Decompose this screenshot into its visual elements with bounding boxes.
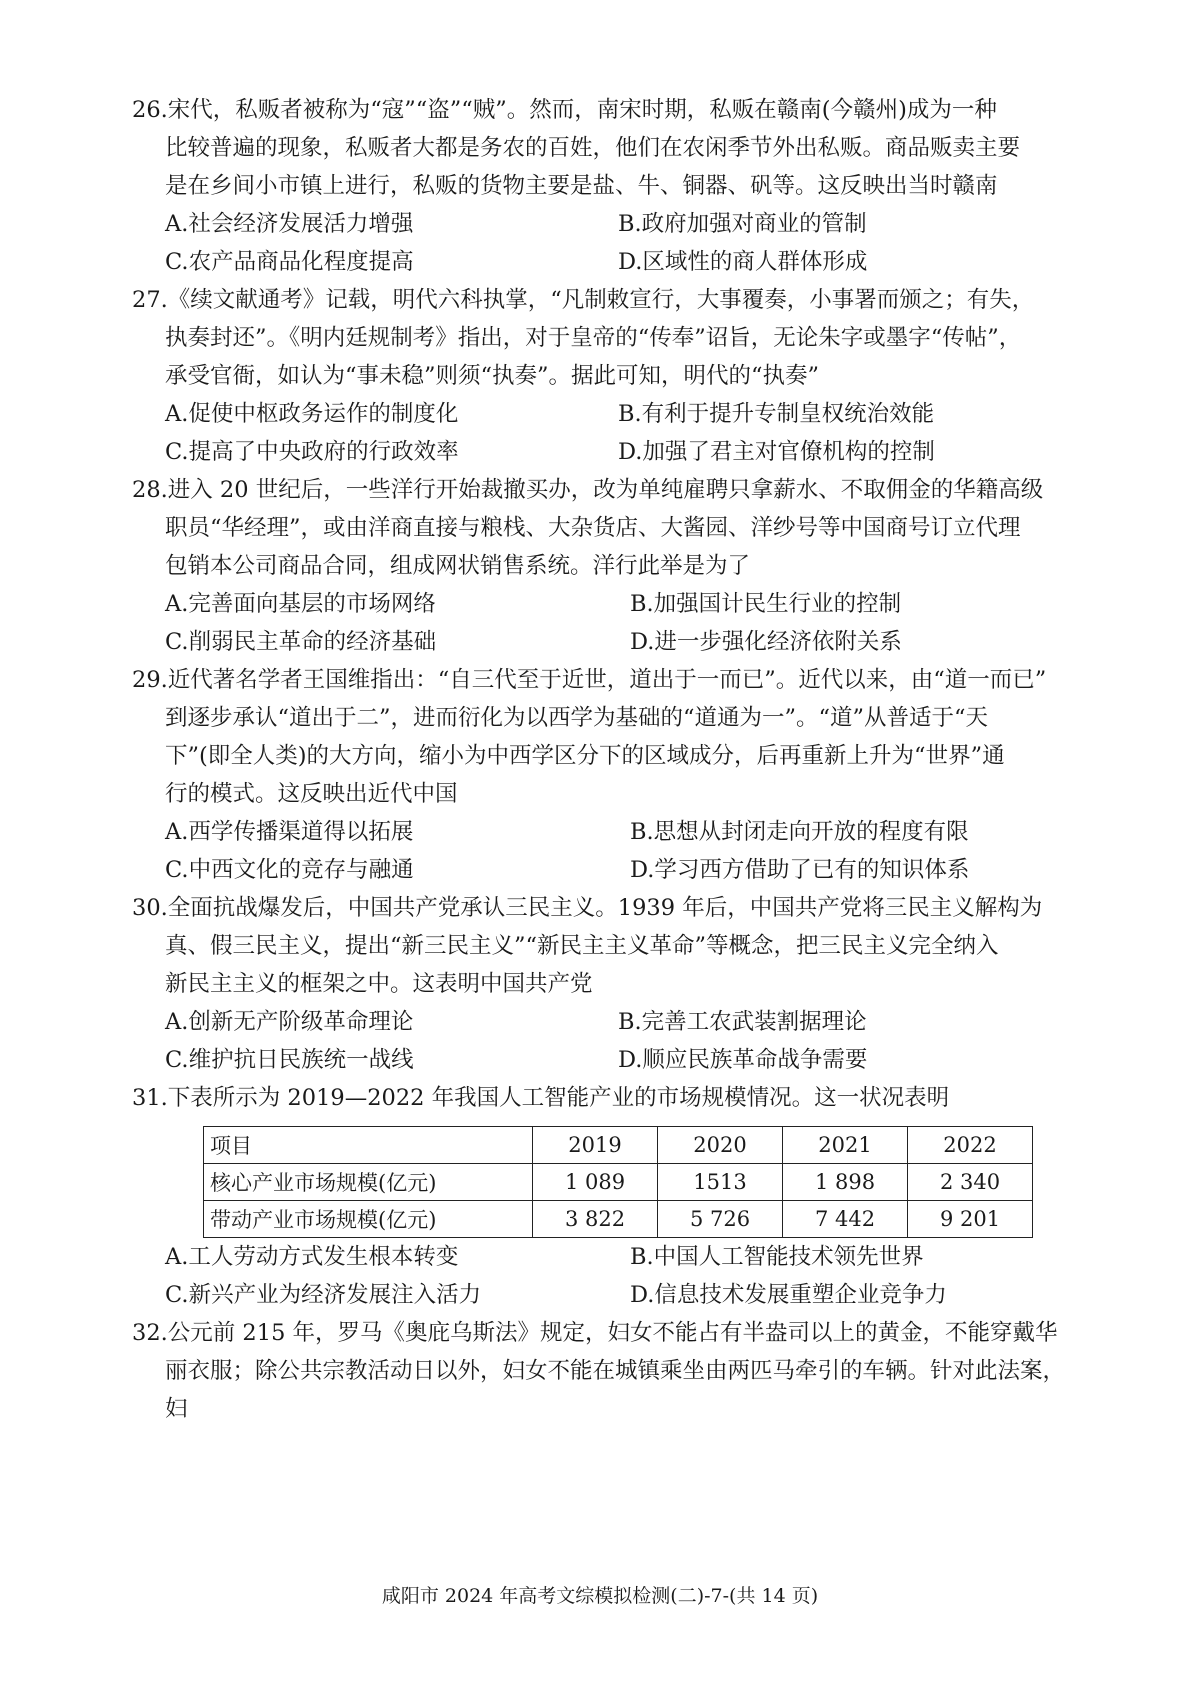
question-26-option-d: D.区域性的商人群体形成: [618, 249, 868, 275]
table-header-row: [204, 1127, 1033, 1164]
question-28-option-a: A.完善面向基层的市场网络: [165, 591, 436, 617]
table-header-cell: 项目: [204, 1127, 533, 1164]
table-cell: 9 201: [908, 1201, 1033, 1238]
question-26-option-a: A.社会经济发展活力增强: [165, 211, 414, 237]
table-row: [204, 1201, 1033, 1238]
table-cell: 2 340: [908, 1164, 1033, 1201]
question-28-option-c: C.削弱民主革命的经济基础: [165, 629, 437, 655]
market-size-table: [203, 1126, 1033, 1238]
question-31-option-c: C.新兴产业为经济发展注入活力: [165, 1282, 482, 1308]
table-cell: 5 726: [658, 1201, 783, 1238]
table-header-cell: 2020: [658, 1127, 783, 1164]
question-27-option-d: D.加强了君主对官僚机构的控制: [618, 439, 935, 465]
question-30-line-3: 新民主主义的框架之中。这表明中国共产党: [165, 971, 593, 997]
question-30-option-a: A.创新无产阶级革命理论: [165, 1009, 414, 1035]
question-31-option-d: D.信息技术发展重塑企业竞争力: [630, 1282, 947, 1308]
question-31-option-a: A.工人劳动方式发生根本转变: [165, 1244, 459, 1270]
question-28-option-b: B.加强国计民生行业的控制: [630, 591, 902, 617]
question-32-line-2: 丽衣服；除公共宗教活动日以外，妇女不能在城镇乘坐由两匹马牵引的车辆。针对此法案，: [165, 1358, 1066, 1384]
question-32-line-1: 32.公元前 215 年，罗马《奥庇乌斯法》规定，妇女不能占有半盎司以上的黄金，不能穿戴华: [132, 1320, 1058, 1346]
question-28-option-d: D.进一步强化经济依附关系: [630, 629, 902, 655]
question-30-option-d: D.顺应民族革命战争需要: [618, 1047, 868, 1073]
table-header-cell: 2022: [908, 1127, 1033, 1164]
question-29-option-c: C.中西文化的竞存与融通: [165, 857, 414, 883]
table-cell: 带动产业市场规模(亿元): [204, 1201, 533, 1238]
question-31-option-b: B.中国人工智能技术领先世界: [630, 1244, 924, 1270]
question-27-line-1: 27.《续文献通考》记载，明代六科执掌，“凡制敕宣行，大事覆奏，小事署而颁之；有失，: [132, 287, 1035, 313]
question-26-option-c: C.农产品商品化程度提高: [165, 249, 414, 275]
question-29-line-4: 行的模式。这反映出近代中国: [165, 781, 458, 807]
question-27-line-2: 执奏封还”。《明内廷规制考》指出，对于皇帝的“传奉”诏旨，无论朱字或墨字“传帖”，: [165, 325, 1022, 351]
question-28-line-2: 职员“华经理”，或由洋商直接与粮栈、大杂货店、大酱园、洋纱号等中国商号订立代理: [165, 515, 1021, 541]
table-cell: 1513: [658, 1164, 783, 1201]
question-27-option-c: C.提高了中央政府的行政效率: [165, 439, 459, 465]
table-cell: 1 089: [533, 1164, 658, 1201]
question-26-line-2: 比较普遍的现象，私贩者大都是务农的百姓，他们在农闲季节外出私贩。商品贩卖主要: [165, 135, 1021, 161]
question-27-option-a: A.促使中枢政务运作的制度化: [165, 401, 459, 427]
question-29-line-3: 下”(即全人类)的大方向，缩小为中西学区分下的区域成分，后再重新上升为“世界”通: [165, 743, 1005, 769]
table-cell: 3 822: [533, 1201, 658, 1238]
table-cell: 1 898: [783, 1164, 908, 1201]
table-cell: 核心产业市场规模(亿元): [204, 1164, 533, 1201]
table-header-cell: 2021: [783, 1127, 908, 1164]
question-27-line-3: 承受官衙，如认为“事未稳”则须“执奏”。据此可知，明代的“执奏”: [165, 363, 820, 389]
question-28-line-3: 包销本公司商品合同，组成网状销售系统。洋行此举是为了: [165, 553, 751, 579]
table-cell: 7 442: [783, 1201, 908, 1238]
table-header-cell: 2019: [533, 1127, 658, 1164]
question-29-option-d: D.学习西方借助了已有的知识体系: [630, 857, 970, 883]
question-29-option-b: B.思想从封闭走向开放的程度有限: [630, 819, 969, 845]
question-32-line-3: 妇: [165, 1396, 188, 1422]
question-29-line-1: 29.近代著名学者王国维指出：“自三代至于近世，道出于一而已”。近代以来，由“道一而已”: [132, 667, 1047, 693]
question-27-option-b: B.有利于提升专制皇权统治效能: [618, 401, 935, 427]
question-29-line-2: 到逐步承认“道出于二”，进而衍化为以西学为基础的“道通为一”。“道”从普适于“天: [165, 705, 989, 731]
question-30-line-2: 真、假三民主义，提出“新三民主义”“新民主主义革命”等概念，把三民主义完全纳入: [165, 933, 999, 959]
question-30-option-b: B.完善工农武装割据理论: [618, 1009, 867, 1035]
table-row: [204, 1164, 1033, 1201]
question-26-option-b: B.政府加强对商业的管制: [618, 211, 867, 237]
question-26-line-3: 是在乡间小市镇上进行，私贩的货物主要是盐、牛、铜器、矾等。这反映出当时赣南: [165, 173, 998, 199]
question-26-line-1: 26.宋代，私贩者被称为“寇”“盗”“贼”。然而，南宋时期，私贩在赣南(今赣州)成为一种: [132, 97, 997, 123]
question-29-option-a: A.西学传播渠道得以拓展: [165, 819, 414, 845]
page-footer: 咸阳市 2024 年高考文综模拟检测(二)-7-(共 14 页): [381, 1585, 819, 1607]
question-30-line-1: 30.全面抗战爆发后，中国共产党承认三民主义。1939 年后，中国共产党将三民主义解构为: [132, 895, 1043, 921]
question-30-option-c: C.维护抗日民族统一战线: [165, 1047, 414, 1073]
question-28-line-1: 28.进入 20 世纪后，一些洋行开始裁撤买办，改为单纯雇聘只拿薪水、不取佣金的华籍高级: [132, 477, 1044, 503]
question-31-line-1: 31.下表所示为 2019—2022 年我国人工智能产业的市场规模情况。这一状况表明: [132, 1085, 950, 1111]
